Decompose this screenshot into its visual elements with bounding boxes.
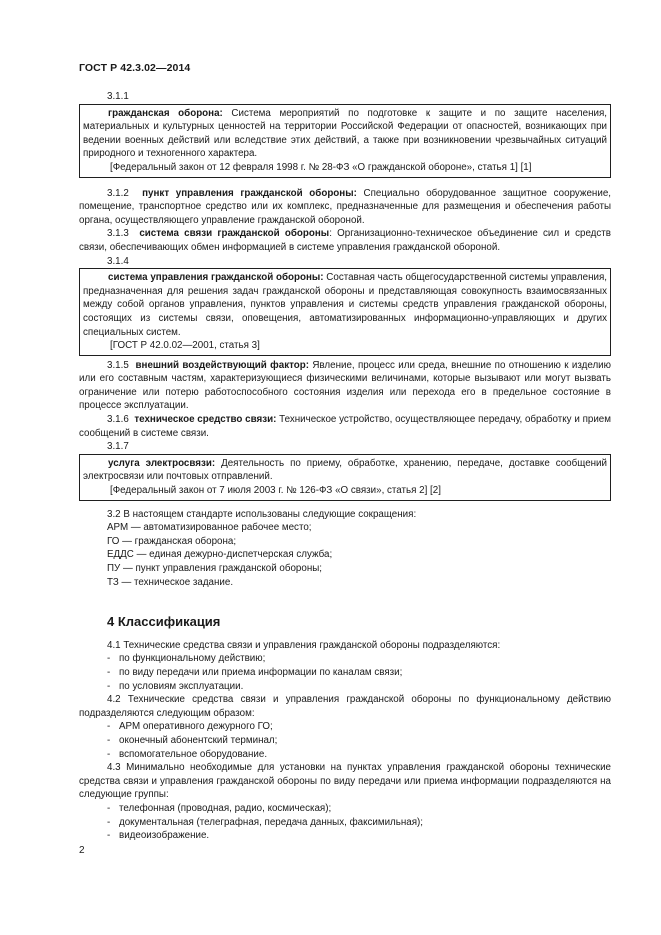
list-item: - АРМ оперативного дежурного ГО;	[107, 721, 273, 733]
paragraph-4-2: 4.2 Технические средства связи и управления гражданской обороны по функциональному действию подразделяются следующим образом:	[79, 694, 611, 719]
definition-3-1-2	[79, 187, 611, 228]
term: услуга электросвязи:	[108, 457, 216, 469]
definition-3-1-3	[79, 227, 611, 254]
paragraph-4-1: 4.1 Технические средства связи и управления гражданской обороны подразделяются:	[107, 639, 501, 651]
list-item-text: АРМ оперативного дежурного ГО;	[119, 721, 273, 733]
definition: Явление, процесс или среда, внешние по отношению к изделию или его составным частям, характеризующиеся физическими величинами, которые вызывают или могут вызвать ограничение или потерю работоспособного состояния изделия или перехода его в предельное состояние в процессе эксплуатации.	[79, 359, 611, 412]
definition-text	[83, 107, 607, 161]
list-item-text: видеоизображение.	[119, 830, 210, 842]
definition-number: 3.1.4	[107, 255, 129, 267]
document-code: ГОСТ Р 42.3.02—2014	[79, 62, 191, 74]
definition: Система мероприятий по подготовке к защите и по защите населения, материальных и культурных ценностей на территории Российской Федерации от опасностей, возникающих при ведении военных действий или вследствие этих действий, а также при возникновении чрезвычайных ситуаций природного и техногенного характера.	[83, 107, 607, 160]
definition-number: 3.1.3	[107, 228, 129, 240]
definition-source: [Федеральный закон от 12 февраля 1998 г. № 28-ФЗ «О гражданской обороне», статья 1] [1]	[110, 161, 532, 173]
term: гражданская оборона:	[108, 107, 223, 119]
list-item-text: телефонная (проводная, радио, космическая);	[119, 802, 332, 814]
section-title: 4 Классификация	[107, 614, 221, 630]
definition-3-1-6	[79, 413, 611, 440]
definition: Деятельность по приему, обработке, хранению, передаче, доставке сообщений электросвязи или почтовых отправлений.	[83, 457, 607, 483]
abbreviation-item: ЕДДС — единая дежурно-диспетчерская служба;	[107, 549, 333, 561]
abbreviation-item: ТЗ — техническое задание.	[107, 576, 234, 588]
term: система управления гражданской обороны:	[108, 272, 324, 284]
list-item: - телефонная (проводная, радио, космическая);	[107, 802, 332, 814]
list-item: - документальная (телеграфная, передача данных, факсимильная);	[107, 816, 424, 828]
term: пункт управления гражданской обороны:	[142, 187, 357, 199]
abbreviations-intro: 3.2 В настоящем стандарте использованы следующие сокращения:	[107, 508, 417, 520]
definition-text	[83, 271, 607, 339]
term: техническое средство связи:	[134, 414, 277, 426]
definition-box-3-1-1	[79, 104, 611, 178]
list-item: - по функциональному действию;	[107, 653, 266, 665]
abbreviation-item: ГО — гражданская оборона;	[107, 535, 237, 547]
list-item-text: документальная (телеграфная, передача данных, факсимильная);	[119, 816, 424, 828]
definition-box-3-1-4	[79, 268, 611, 356]
definition-number: 3.1.7	[107, 441, 129, 453]
list-item: - видеоизображение.	[107, 830, 210, 842]
definition: Составная часть общегосударственной системы управления, предназначенная для решения задач гражданской обороны и представляющая совокупность взаимосвязанных между собой органов управления, пунктов управления и системы средств управления гражданской обороны, состоящих из системы связи, оповещения, автоматизированных информационно-управляющих и других специальных систем.	[83, 272, 607, 338]
definition: : Организационно-техническое объединение сил и средств связи, обеспечивающих обмен информацией в системе управления гражданской обороной.	[79, 228, 611, 253]
list-item-text: оконечный абонентский терминал;	[119, 734, 278, 746]
list-item-text: вспомогательное оборудование.	[119, 748, 268, 760]
definition-box-3-1-7	[79, 454, 611, 501]
list-item: - вспомогательное оборудование.	[107, 748, 268, 760]
page-number: 2	[79, 845, 85, 856]
abbreviation-item: ПУ — пункт управления гражданской обороны;	[107, 563, 322, 574]
definition-number: 3.1.2	[107, 187, 129, 199]
term: внешний воздействующий фактор:	[135, 359, 309, 371]
definition-number: 3.1.5	[107, 359, 129, 371]
definition-number: 3.1.6	[107, 414, 129, 426]
definition-source: [ГОСТ Р 42.0.02—2001, статья 3]	[110, 340, 260, 352]
definition: Техническое устройство, осуществляющее передачу, обработку и прием сообщений в системе связи.	[79, 414, 611, 439]
definition-3-1-5	[79, 359, 611, 413]
definition-number: 3.1.1	[107, 91, 129, 102]
list-item-text: по виду передачи или приема информации по каналам связи;	[119, 666, 403, 678]
paragraph-4-3: 4.3 Минимально необходимые для установки на пунктах управления гражданской обороны технические средства связи и управления гражданской обороны по виду передачи или приема информации подразделяются на следующие группы:	[79, 762, 611, 801]
definition-source: [Федеральный закон от 7 июля 2003 г. № 126-ФЗ «О связи», статья 2] [2]	[110, 485, 441, 497]
document-body	[79, 90, 611, 843]
list-item: - оконечный абонентский терминал;	[107, 734, 278, 746]
term: система связи гражданской обороны	[139, 228, 330, 240]
definition-text	[83, 457, 607, 484]
list-item-text: по условиям эксплуатации.	[119, 680, 244, 692]
list-item-text: по функциональному действию;	[119, 653, 266, 665]
list-item: - по виду передачи или приема информации по каналам связи;	[107, 666, 403, 678]
abbreviation-item: АРМ — автоматизированное рабочее место;	[107, 522, 312, 534]
definition: Специально оборудованное защитное сооружение, помещение, транспортное средство или их комплекс, предназначенные для размещения и обеспечения работы органа, осуществляющего управление гражданской обороной.	[79, 187, 611, 226]
list-item: - по условиям эксплуатации.	[107, 680, 244, 692]
